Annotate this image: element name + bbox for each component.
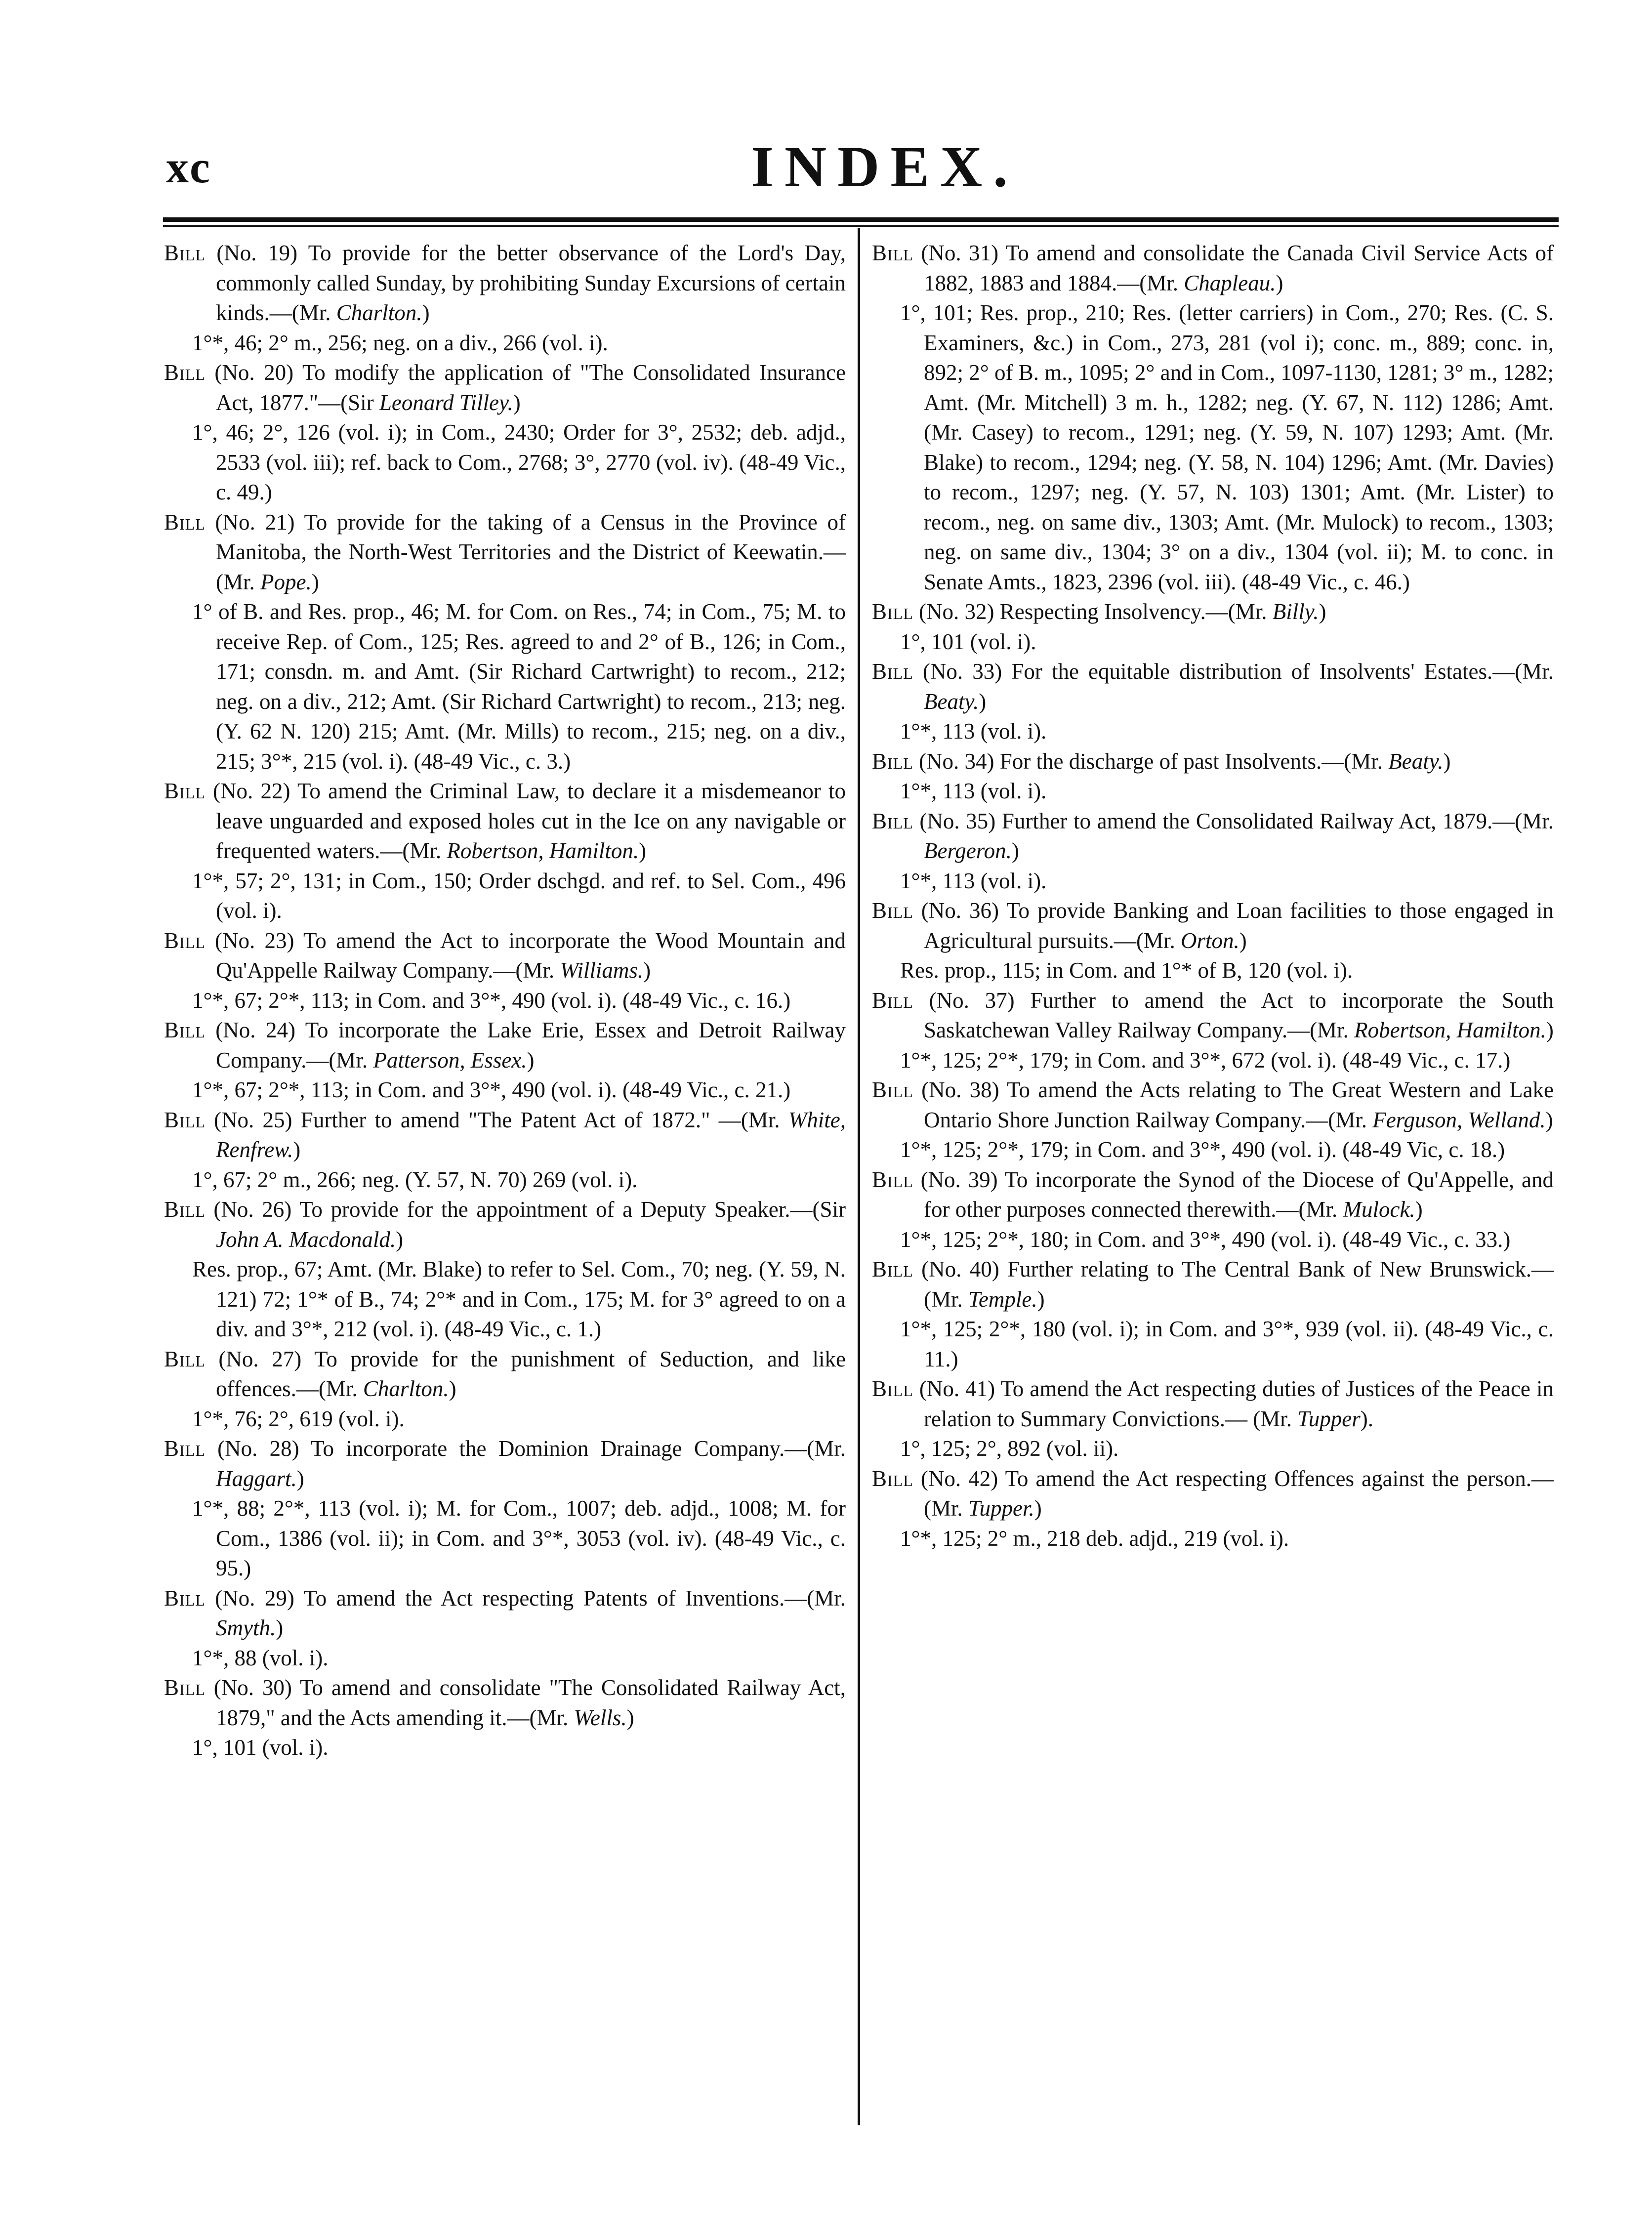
index-entry <box>872 1464 1554 1554</box>
index-entry <box>164 507 846 777</box>
index-entry <box>872 1254 1554 1374</box>
bill-mover: Robertson, Hamilton. <box>1354 1018 1546 1042</box>
index-entry <box>164 1583 846 1673</box>
bill-mover: Beaty. <box>1388 748 1444 774</box>
bill-heading <box>872 746 1554 777</box>
bill-heading <box>164 1673 846 1733</box>
bill-heading <box>164 1344 846 1404</box>
bill-title: (No. 23) To amend the Act to incorporate the Wood Mountain and Qu'Appelle Railway Company.—(Mr. <box>215 928 846 983</box>
bill-proceedings: Res. prop., 67; Amt. (Mr. Blake) to refer to Sel. Com., 70; neg. (Y. 59, N. 121) 72; 1°* of B., 74; 2°* and in Com., 175; M. for 3° agreed to on a div. and 3°*, 212 (vol. i). (48-49 Vic., c. 1.) <box>192 1257 846 1341</box>
bill-proceedings: 1°*, 88 (vol. i). <box>192 1645 329 1670</box>
bill-title: (No. 32) Respecting Insolvency.—(Mr. <box>919 599 1267 624</box>
right-column <box>872 238 1554 1553</box>
bill-proceedings: 1°, 101 (vol. i). <box>900 629 1036 654</box>
bill-label: Bill <box>872 748 913 774</box>
bill-close: ). <box>1360 1406 1373 1431</box>
bill-label: Bill <box>164 241 206 265</box>
bill-proceedings: 1°*, 125; 2°*, 179; in Com. and 3°*, 672 (vol. i). (48-49 Vic., c. 17.) <box>900 1047 1511 1073</box>
bill-close: ) <box>979 689 987 714</box>
index-entry <box>164 358 846 507</box>
bill-mover: Mulock. <box>1343 1197 1415 1222</box>
bill-mover: Chapleau. <box>1184 270 1276 295</box>
bill-close: ) <box>1239 928 1247 953</box>
index-entry <box>164 1105 846 1195</box>
bill-proceedings: 1°*, 125; 2°*, 180 (vol. i); in Com. and 3°*, 939 (vol. ii). (48-49 Vic., c. 11.) <box>900 1317 1554 1371</box>
bill-title: (No. 20) To modify the application of "The Consolidated Insurance Act, 1877."—(Sir <box>214 360 846 415</box>
bill-close: ) <box>396 1227 404 1252</box>
bill-proceedings: 1°, 125; 2°, 892 (vol. ii). <box>900 1436 1119 1461</box>
bill-heading <box>164 1015 846 1075</box>
bill-mover: Leonard Tilley. <box>379 390 513 415</box>
bill-mover: Billy. <box>1272 599 1319 624</box>
bill-title: (No. 26) To provide for the appointment of a Deputy Speaker.—(Sir <box>213 1197 846 1222</box>
bill-close: ) <box>449 1376 456 1401</box>
bill-title: (No. 38) To amend the Acts relating to The Great Western and Lake Ontario Shore Junction Railway Company.—(Mr. <box>921 1077 1554 1132</box>
bill-label: Bill <box>164 509 206 535</box>
bill-title: (No. 42) To amend the Act respecting Offences against the person.—(Mr. <box>920 1466 1554 1521</box>
index-entry <box>872 597 1554 657</box>
bill-heading <box>164 776 846 866</box>
bill-label: Bill <box>164 1346 206 1371</box>
bill-mover: Tupper <box>1297 1406 1361 1431</box>
bill-close: ) <box>1276 270 1283 295</box>
bill-title: (No. 28) To incorporate the Dominion Drainage Company.—(Mr. <box>217 1436 846 1461</box>
bill-close: ) <box>1545 1107 1553 1132</box>
bill-close: ) <box>1546 1018 1554 1042</box>
bill-heading <box>164 507 846 597</box>
bill-proceedings: Res. prop., 115; in Com. and 1°* of B, 120 (vol. i). <box>900 958 1353 983</box>
bill-heading <box>872 896 1554 955</box>
index-entry <box>872 1374 1554 1464</box>
bill-label: Bill <box>164 1675 206 1700</box>
bill-title: (No. 25) Further to amend "The Patent Act of 1872." —(Mr. <box>214 1107 780 1132</box>
bill-proceedings: 1°, 101; Res. prop., 210; Res. (letter carriers) in Com., 270; Res. (C. S. Examiners, &c.) in Com., 273, 281 (vol i); conc. m., 889; conc. in, 892; 2° of B. m., 1095; 2° and in Com., 1097-1130, 1281; 3° m., 1282; Amt. (Mr. Mitchell) 3 m. h., 1282; neg. (Y. 67, N. 112) 1286; Amt. (Mr. Casey) to recom., 1291; neg. (Y. 59, N. 107) 1293; Amt. (Mr. Blake) to recom., 1294; neg. (Y. 58, N. 104) 1296; Amt. (Mr. Davies) to recom., 1297; neg. (Y. 57, N. 103) 1301; Amt. (Mr. Lister) to recom., neg. on same div., 1303; Amt. (Mr. Mulock) to recom., 1303; neg. on same div., 1304; 3° on a div., 1304 (vol. ii); M. to conc. in Senate Amts., 1823, 2396 (vol. iii). (48-49 Vic., c. 46.) <box>900 300 1554 594</box>
bill-mover: Bergeron. <box>924 838 1012 863</box>
bill-close: ) <box>1415 1197 1423 1222</box>
index-entry <box>164 1015 846 1105</box>
bill-mover: Williams. <box>560 958 644 983</box>
bill-close: ) <box>626 1705 634 1730</box>
index-entry <box>872 746 1554 806</box>
bill-title: (No. 33) For the equitable distribution of Insolvents' Estates.—(Mr. <box>922 659 1554 684</box>
bill-title: (No. 30) To amend and consolidate "The Consolidated Railway Act, 1879," and the Acts amending it.—(Mr. <box>213 1675 846 1730</box>
bill-mover: Ferguson, Welland. <box>1372 1107 1546 1132</box>
bill-proceedings: 1°*, 76; 2°, 619 (vol. i). <box>192 1406 405 1431</box>
index-entry <box>872 896 1554 986</box>
bill-heading <box>164 926 846 986</box>
bill-heading <box>872 1075 1554 1135</box>
bill-mover: Haggart. <box>216 1466 297 1491</box>
bill-close: ) <box>513 390 521 415</box>
bill-close: ) <box>1037 1286 1045 1312</box>
bill-proceedings: 1°*, 46; 2° m., 256; neg. on a div., 266 (vol. i). <box>192 330 608 355</box>
bill-label: Bill <box>164 1107 206 1132</box>
page-number: xc <box>166 142 211 192</box>
index-entry <box>872 806 1554 896</box>
bill-mover: Temple. <box>968 1286 1037 1312</box>
index-entry <box>164 776 846 926</box>
bill-heading <box>164 1434 846 1493</box>
bill-mover: Charlton. <box>336 300 422 325</box>
bill-label: Bill <box>872 1376 913 1401</box>
bill-mover: Robertson, Hamilton. <box>447 838 639 863</box>
bill-proceedings: 1° of B. and Res. prop., 46; M. for Com. on Res., 74; in Com., 75; M. to receive Rep. of Com., 125; Res. agreed to and 2° of B., 126; in Com., 171; consdn. m. and Amt. (Sir Richard Cartwright) to recom., 212; neg. on a div., 212; Amt. (Sir Richard Cartwright) to recom., 213; neg. (Y. 62 N. 120) 215; Amt. (Mr. Mills) to recom., 215; neg. on a div., 215; 3°*, 215 (vol. i). (48-49 Vic., c. 3.) <box>192 599 846 774</box>
bill-title: (No. 29) To amend the Act respecting Patents of Inventions.—(Mr. <box>215 1585 846 1611</box>
bill-close: ) <box>276 1615 284 1640</box>
index-entry <box>164 1434 846 1583</box>
bill-label: Bill <box>872 241 913 265</box>
bill-heading <box>872 1464 1554 1524</box>
bill-proceedings: 1°*, 125; 2° m., 218 deb. adjd., 219 (vol. i). <box>900 1526 1289 1551</box>
bill-label: Bill <box>164 360 206 385</box>
bill-close: ) <box>1011 838 1019 863</box>
bill-title: (No. 35) Further to amend the Consolidated Railway Act, 1879.—(Mr. <box>919 808 1554 833</box>
bill-heading <box>164 1583 846 1643</box>
index-entry <box>164 926 846 1016</box>
bill-label: Bill <box>164 1436 206 1461</box>
index-entry <box>872 1165 1554 1255</box>
bill-mover: Pope. <box>260 569 312 594</box>
bill-title: (No. 39) To incorporate the Synod of the Diocese of Qu'Appelle, and for other purposes connected therewith.—(Mr. <box>920 1167 1554 1222</box>
bill-mover: Patterson, Essex. <box>373 1047 527 1073</box>
bill-label: Bill <box>164 779 206 803</box>
index-entry <box>872 238 1554 597</box>
bill-title: (No. 41) To amend the Act respecting duties of Justices of the Peace in relation to Summary Convictions.— (Mr. <box>919 1376 1554 1431</box>
bill-label: Bill <box>872 659 913 684</box>
index-entry <box>872 657 1554 746</box>
bill-title: (No. 31) To amend and consolidate the Canada Civil Service Acts of 1882, 1883 and 1884.—(Mr. <box>921 241 1554 295</box>
bill-proceedings: 1°*, 67; 2°*, 113; in Com. and 3°*, 490 (vol. i). (48-49 Vic., c. 16.) <box>192 988 791 1013</box>
bill-heading <box>164 1105 846 1165</box>
bill-proceedings: 1°*, 113 (vol. i). <box>900 868 1047 893</box>
bill-heading <box>164 358 846 417</box>
bill-title: (No. 21) To provide for the taking of a Census in the Province of Manitoba, the North-West Territories and the District of Keewatin.—(Mr. <box>215 509 846 594</box>
bill-close: ) <box>639 838 647 863</box>
bill-proceedings: 1°*, 113 (vol. i). <box>900 779 1047 803</box>
index-entry <box>164 1344 846 1434</box>
bill-title: (No. 27) To provide for the punishment of Seduction, and like offences.—(Mr. <box>216 1346 846 1401</box>
bill-mover: Charlton. <box>363 1376 449 1401</box>
page-title: INDEX. <box>751 134 1019 199</box>
index-entry <box>164 1673 846 1763</box>
bill-proceedings: 1°*, 113 (vol. i). <box>900 719 1047 744</box>
bill-label: Bill <box>164 1018 206 1042</box>
index-entry <box>164 238 846 358</box>
bill-heading <box>164 238 846 328</box>
bill-heading <box>872 657 1554 716</box>
bill-proceedings: 1°*, 57; 2°, 131; in Com., 150; Order dschgd. and ref. to Sel. Com., 496 (vol. i). <box>192 868 846 923</box>
bill-mover: Wells. <box>574 1705 627 1730</box>
bill-proceedings: 1°, 46; 2°, 126 (vol. i); in Com., 2430; Order for 3°, 2532; deb. adjd., 2533 (vol. iii); ref. back to Com., 2768; 3°, 2770 (vol. iv). (48-49 Vic., c. 49.) <box>192 420 846 504</box>
bill-heading <box>872 1374 1554 1434</box>
bill-title: (No. 34) For the discharge of past Insolvents.—(Mr. <box>919 748 1383 774</box>
bill-label: Bill <box>872 1257 913 1282</box>
bill-proceedings: 1°, 67; 2° m., 266; neg. (Y. 57, N. 70) 269 (vol. i). <box>192 1167 638 1192</box>
bill-close: ) <box>296 1466 304 1491</box>
bill-title: (No. 24) To incorporate the Lake Erie, Essex and Detroit Railway Company.—(Mr. <box>215 1018 846 1073</box>
bill-label: Bill <box>872 1167 913 1192</box>
bill-mover: Smyth. <box>216 1615 276 1640</box>
bill-close: ) <box>311 569 319 594</box>
bill-close: ) <box>1034 1496 1042 1521</box>
bill-mover: White, Renfrew. <box>216 1107 846 1162</box>
bill-proceedings: 1°*, 125; 2°*, 179; in Com. and 3°*, 490 (vol. i). (48-49 Vic, c. 18.) <box>900 1137 1505 1162</box>
bill-title: (No. 19) To provide for the better observance of the Lord's Day, commonly called Sunday, by prohibiting Sunday Excursions of certain kinds.—(Mr. <box>216 241 846 325</box>
bill-label: Bill <box>872 1077 913 1102</box>
bill-heading <box>872 1165 1554 1225</box>
bill-heading <box>872 238 1554 298</box>
bill-title: (No. 22) To amend the Criminal Law, to declare it a misdemeanor to leave unguarded and exposed holes cut in the Ice on any navigable or frequented waters.—(Mr. <box>213 779 846 863</box>
bill-proceedings: 1°, 101 (vol. i). <box>192 1735 329 1760</box>
bill-heading <box>872 806 1554 866</box>
bill-close: ) <box>1443 748 1451 774</box>
bill-close: ) <box>1319 599 1326 624</box>
bill-heading <box>164 1195 846 1254</box>
bill-label: Bill <box>872 1466 913 1491</box>
bill-close: ) <box>643 958 651 983</box>
bill-mover: Tupper. <box>968 1496 1034 1521</box>
bill-mover: Beaty. <box>924 689 979 714</box>
bill-close: ) <box>527 1047 535 1073</box>
bill-proceedings: 1°*, 125; 2°*, 180; in Com. and 3°*, 490 (vol. i). (48-49 Vic., c. 33.) <box>900 1227 1511 1252</box>
bill-label: Bill <box>872 599 913 624</box>
left-column <box>164 238 846 1763</box>
bill-title: (No. 36) To provide Banking and Loan facilities to those engaged in Agricultural pursuits.—(Mr. <box>921 898 1554 953</box>
bill-label: Bill <box>872 988 913 1013</box>
bill-label: Bill <box>872 898 913 923</box>
bill-label: Bill <box>164 928 206 953</box>
bill-proceedings: 1°*, 67; 2°*, 113; in Com. and 3°*, 490 (vol. i). (48-49 Vic., c. 21.) <box>192 1077 791 1102</box>
header-rule-thin <box>163 225 1559 227</box>
column-divider <box>858 228 860 2125</box>
header-rule-thick <box>163 217 1559 222</box>
bill-heading <box>872 986 1554 1045</box>
index-entry <box>164 1195 846 1344</box>
bill-heading <box>872 1254 1554 1314</box>
bill-mover: John A. Macdonald. <box>216 1227 396 1252</box>
bill-proceedings: 1°*, 88; 2°*, 113 (vol. i); M. for Com., 1007; deb. adjd., 1008; M. for Com., 1386 (vol. ii); in Com. and 3°*, 3053 (vol. iv). (48-49 Vic., c. 95.) <box>192 1496 846 1580</box>
bill-mover: Orton. <box>1180 928 1239 953</box>
index-entry <box>872 986 1554 1075</box>
bill-title: (No. 40) Further relating to The Central Bank of New Brunswick.—(Mr. <box>921 1257 1554 1312</box>
bill-label: Bill <box>164 1585 206 1611</box>
bill-close: ) <box>293 1137 301 1162</box>
index-entry <box>872 1075 1554 1165</box>
bill-label: Bill <box>164 1197 206 1222</box>
bill-title: (No. 37) Further to amend the Act to incorporate the South Saskatchewan Valley Railway Company.—(Mr. <box>924 988 1554 1042</box>
bill-label: Bill <box>872 808 913 833</box>
bill-heading <box>872 597 1554 627</box>
bill-close: ) <box>422 300 430 325</box>
